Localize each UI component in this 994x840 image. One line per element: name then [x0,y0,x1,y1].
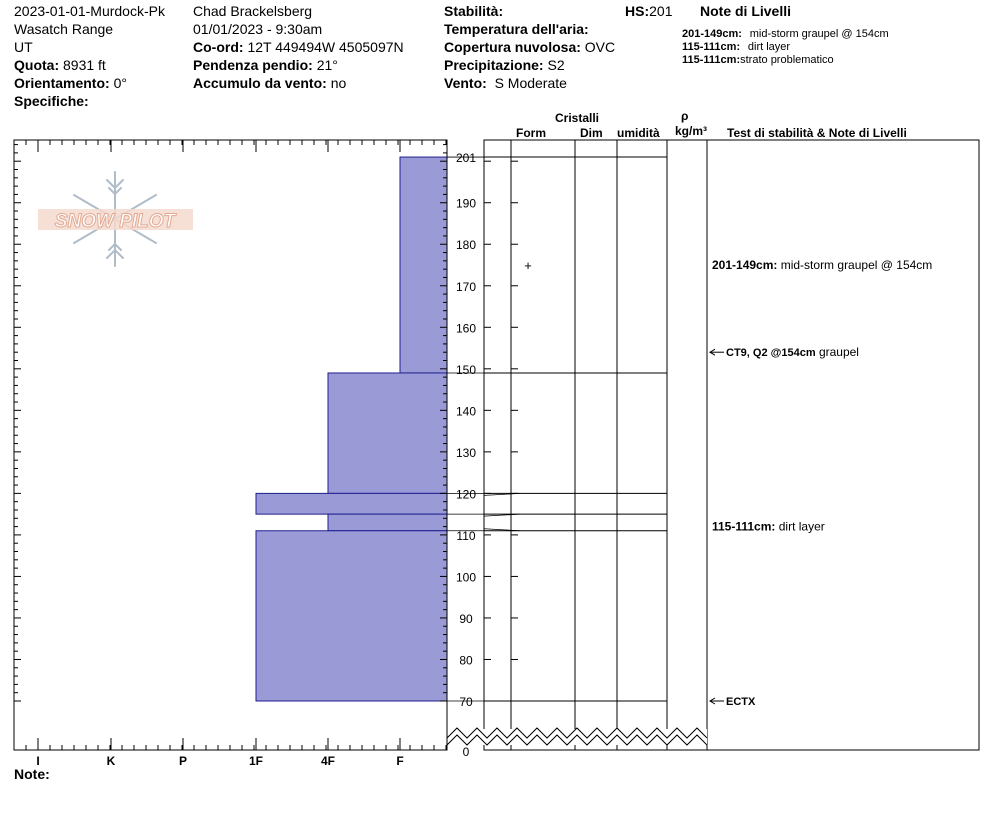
tests-notes-header: Test di stabilità & Note di Livelli [727,126,907,140]
stability-test-annotation: CT9, Q2 @154cm graupel [726,345,859,360]
y-tick-label: 130 [455,445,477,460]
crystals-header: Cristalli [555,111,600,125]
y-tick-label: 70 [459,695,473,709]
layer-note-annotation: 115-111cm: dirt layer [712,519,825,534]
layer-note-text: strato problematico [740,54,834,66]
state-name: UT [14,39,33,55]
elevation-label: Quota: [14,57,60,73]
layer-notes-title: Note di Livelli [700,3,792,19]
observer: Chad Brackelsberg [193,3,313,19]
wind-loading-label: Accumulo da vento: [193,75,327,91]
x-tick-label: F [396,754,404,768]
y-tick-label: 190 [455,196,477,211]
layer-note-range: 115-111cm: [682,54,741,66]
y-tick-label: 0 [462,745,470,759]
layer-note-range: 115-111cm: [682,41,741,53]
slope-value: 21° [316,57,338,73]
hs-value: 201 [649,3,673,19]
y-tick-label: 160 [455,321,477,336]
hs-label: HS: [625,3,650,19]
y-tick-label: 201 [455,151,477,166]
y-tick-label: 80 [459,653,473,668]
cloud-value: OVC [584,39,616,55]
size-header: Dim [580,126,603,140]
coord-label: Co-ord: [193,39,244,55]
notes-label: Note: [14,766,50,782]
stability-label: Stabilità: [444,3,504,19]
x-tick-label: P [178,754,188,768]
x-tick-label: I [36,754,40,768]
hardness-bar [328,373,447,493]
wind-label: Vento: [444,75,487,91]
aspect-label: Orientamento: [14,75,110,91]
svg-text:SNOW PILOT: SNOW PILOT [54,211,176,232]
layer-note-text: dirt layer [747,41,791,53]
form-header: Form [516,126,546,140]
y-tick-label: 180 [455,238,477,253]
wind-loading-value: no [330,75,347,91]
layer-note-range: 201-149cm: [682,28,742,40]
precip-value: S2 [547,57,565,73]
air-temp-label: Temperatura dell'aria: [444,21,589,37]
x-tick-label: 1F [248,754,264,768]
hardness-bar [328,514,447,531]
y-tick-label: 140 [455,404,477,419]
grain-form-symbol: + [524,258,532,274]
aspect-value: 0° [113,75,127,91]
slope-label: Pendenza pendio: [193,57,313,73]
x-tick-label: 4F [320,754,336,768]
specifics-label: Specifiche: [14,93,89,109]
wind-value: S Moderate [494,75,567,91]
y-tick-label: 150 [455,362,477,377]
layer-note-text: mid-storm graupel @ 154cm [749,28,889,40]
x-tick-label: K [106,754,116,768]
precip-label: Precipitazione: [444,57,544,73]
coord-value: 12T 449494W 4505097N [247,39,404,55]
y-tick-label: 110 [456,528,476,543]
layer-annotations [524,258,932,708]
hardness-bar [400,157,447,373]
elevation-value: 8931 ft [63,57,106,73]
range-name: Wasatch Range [14,21,114,37]
stability-test-annotation: ECTX [726,696,756,708]
y-tick-label: 90 [459,611,473,626]
moisture-header: umidità [617,126,660,140]
cloud-label: Copertura nuvolosa: [444,39,581,55]
density-unit-header: kg/m³ [675,124,708,138]
layer-note-annotation: 201-149cm: mid-storm graupel @ 154cm [712,258,933,273]
y-tick-label: 100 [455,570,477,585]
y-tick-label: 120 [455,487,477,502]
datetime: 01/01/2023 - 9:30am [193,21,323,37]
hardness-bar [256,493,447,514]
site-name: 2023-01-01-Murdock-Pk [14,3,165,19]
crystals-table-frame [484,140,979,750]
hardness-layers [256,157,447,701]
snowpilot-logo-text [38,209,193,232]
hardness-bar [256,531,447,701]
y-tick-label: 170 [455,279,477,294]
rho-header: ρ [681,109,689,123]
